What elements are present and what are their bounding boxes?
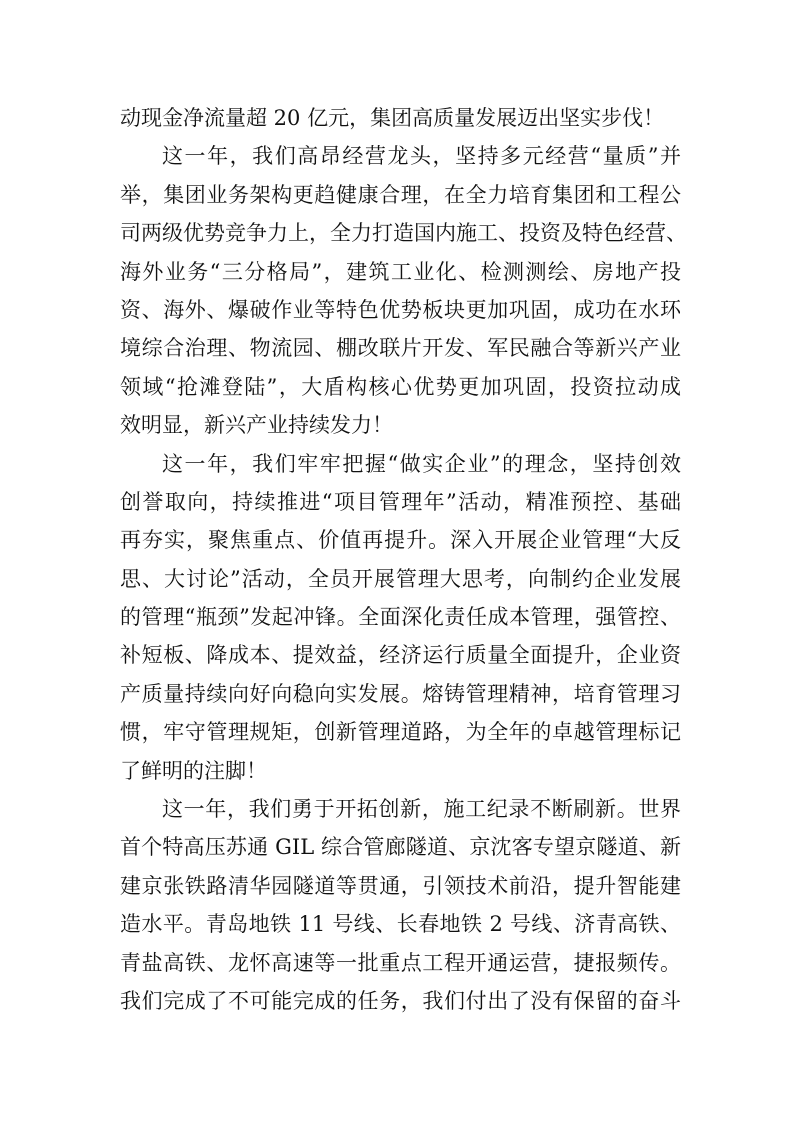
text-line: 产质量持续向好向稳向实发展。熔铸管理精神，培育管理习 (120, 681, 681, 706)
document-page (120, 99, 687, 1020)
text-line: 效明显，新兴产业持续发力！ (120, 413, 393, 438)
text-line: 这一年，我们勇于开拓创新，施工纪录不断刷新。世界 (162, 797, 681, 822)
text-line: 举，集团业务架构更趋健康合理，在全力培育集团和工程公 (120, 182, 681, 207)
paragraph (120, 99, 681, 137)
text-line: 的管理“瓶颈”发起冲锋。全面深化责任成本管理，强管控、 (120, 605, 681, 630)
text-line: 领域“抢滩登陆”，大盾构核心优势更加巩固，投资拉动成 (120, 374, 681, 399)
text-line: 惯，牢守管理规矩，创新管理道路，为全年的卓越管理标记 (120, 720, 681, 745)
text-line: 了鲜明的注脚！ (120, 758, 267, 783)
text-line: 境综合治理、物流园、棚改联片开发、军民融合等新兴产业 (120, 336, 681, 361)
text-line: 动现金净流量超 20 亿元，集团高质量发展迈出坚实步伐！ (120, 106, 665, 130)
text-line: 海外业务“三分格局”，建筑工业化、检测测绘、房地产投 (120, 259, 681, 284)
text-line: 资、海外、爆破作业等特色优势板块更加巩固，成功在水环 (120, 297, 681, 322)
text-line: 思、大讨论”活动，全员开展管理大思考，向制约企业发展 (120, 566, 681, 591)
text-line: 青盐高铁、龙怀高速等一批重点工程开通运营，捷报频传。 (120, 950, 681, 975)
text-line: 这一年，我们高昂经营龙头，坚持多元经营“量质”并 (162, 144, 681, 169)
text-line: 司两级优势竞争力上，全力打造国内施工、投资及特色经营、 (120, 221, 687, 246)
text-line: 创誉取向，持续推进“项目管理年”活动，精准预控、基础 (120, 489, 681, 514)
text-line: 这一年，我们牢牢把握“做实企业”的理念，坚持创效 (162, 451, 681, 476)
text-line: 我们完成了不可能完成的任务，我们付出了没有保留的奋斗 (120, 988, 681, 1013)
paragraph (120, 137, 687, 444)
text-line: 补短板、降成本、提效益，经济运行质量全面提升，企业资 (120, 643, 681, 668)
text-line: 首个特高压苏通 GIL 综合管廊隧道、京沈客专望京隧道、新 (120, 835, 681, 860)
paragraph (120, 445, 681, 791)
text-line: 造水平。青岛地铁 11 号线、长春地铁 2 号线、济青高铁、 (120, 912, 681, 937)
text-line: 再夯实，聚焦重点、价值再提升。深入开展企业管理“大反 (120, 528, 681, 553)
paragraph (120, 790, 681, 1020)
text-line: 建京张铁路清华园隧道等贯通，引领技术前沿，提升智能建 (120, 873, 681, 898)
